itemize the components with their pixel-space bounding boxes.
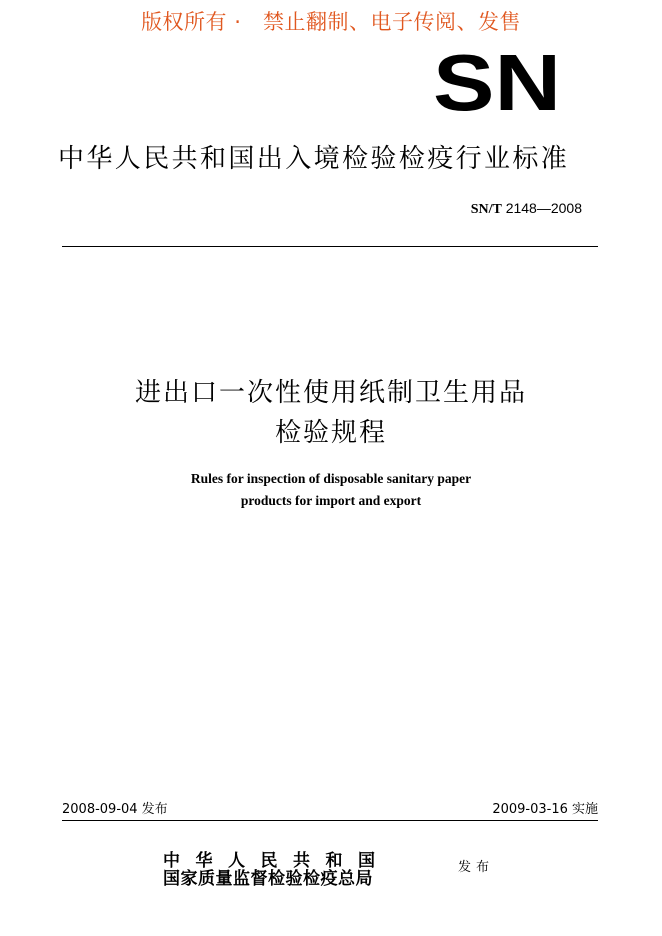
footer-divider [62, 820, 598, 821]
implementation-date: 2009-03-16 实施 [492, 802, 598, 817]
issuer-line-1: 中华人民共和国 [163, 851, 391, 871]
sn-logo-text: SN [433, 52, 561, 116]
header-divider [62, 246, 598, 247]
english-title-line-1: Rules for inspection of disposable sanitary paper [190, 471, 472, 486]
issuing-body-title: 中华人民共和国出入境检验检疫行业标准 [58, 144, 570, 174]
standard-number [471, 200, 582, 218]
sn-logo [432, 52, 562, 116]
english-title-line-2: products for import and export [240, 493, 422, 508]
chinese-title-line-1: 进出口一次性使用纸制卫生用品 [134, 378, 527, 408]
issue-date: 2008-09-04 发布 [62, 802, 168, 817]
issuer-publish-label: 发布 [458, 860, 495, 875]
standard-code: SN/T [470, 202, 502, 217]
chinese-title-line-2: 检验规程 [274, 418, 387, 448]
standard-number-value: 2148—2008 [505, 200, 582, 216]
issuer-line-2: 国家质量监督检验检疫总局 [163, 869, 373, 889]
copyright-notice: 版权所有 · 禁止翻制、电子传阅、发售 [141, 10, 521, 34]
